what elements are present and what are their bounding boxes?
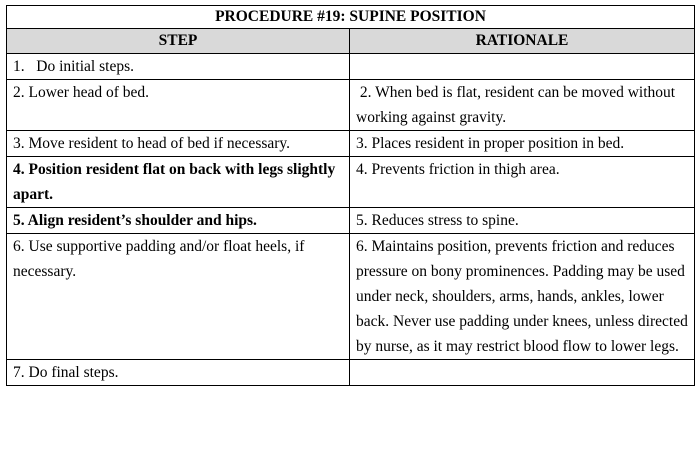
procedure-table [6,5,695,386]
step-cell: 7. Do final steps. [7,360,350,386]
rationale-cell: 6. Maintains position, prevents friction and reduces pressure on bony prominences. Padding may be used under neck, shoulders, arms, hands, ankles, lower back. Never use padding under knees, unless directed by nurse, as it may restrict blood flow to lower legs. [350,234,695,360]
step-cell: 1. Do initial steps. [7,54,350,80]
table-row [7,131,695,157]
header-row [7,29,695,54]
rationale-cell [350,54,695,80]
step-cell: 4. Position resident flat on back with legs slightly apart. [7,157,350,208]
title-row [7,6,695,29]
rationale-cell: 2. When bed is flat, resident can be moved without working against gravity. [350,80,695,131]
procedure-title: PROCEDURE #19: SUPINE POSITION [7,6,695,29]
step-column-header: STEP [7,29,350,54]
rationale-cell: 3. Places resident in proper position in bed. [350,131,695,157]
table-row [7,80,695,131]
step-cell: 6. Use supportive padding and/or float heels, if necessary. [7,234,350,360]
table-row [7,157,695,208]
step-cell: 3. Move resident to head of bed if necessary. [7,131,350,157]
step-cell: 5. Align resident’s shoulder and hips. [7,208,350,234]
table-row [7,234,695,360]
table-row [7,208,695,234]
rationale-column-header: RATIONALE [350,29,695,54]
table-row [7,54,695,80]
rationale-cell: 4. Prevents friction in thigh area. [350,157,695,208]
rationale-cell [350,360,695,386]
rationale-cell: 5. Reduces stress to spine. [350,208,695,234]
table-row [7,360,695,386]
step-cell: 2. Lower head of bed. [7,80,350,131]
